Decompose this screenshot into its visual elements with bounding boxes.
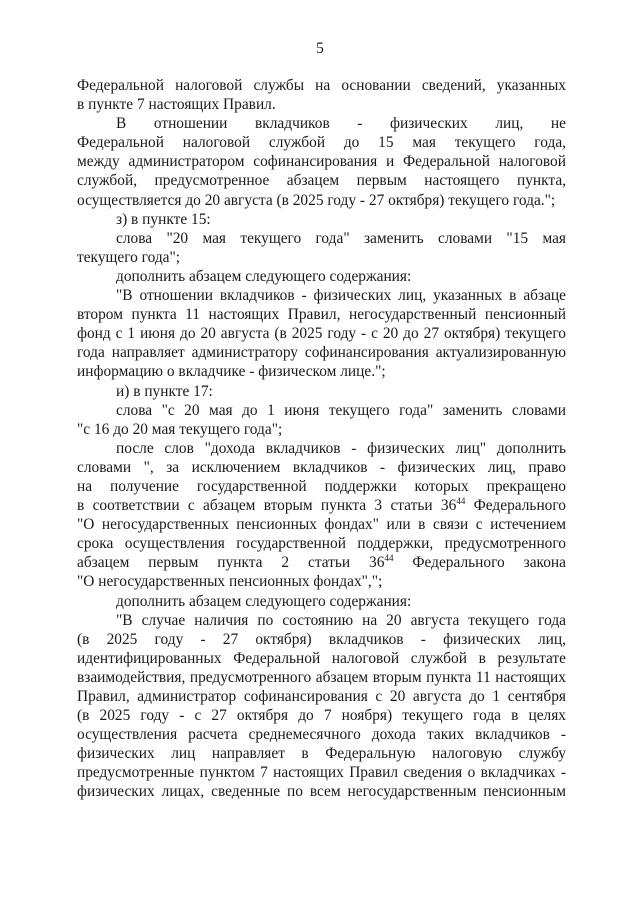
text-line [77,211,566,230]
text-line [77,230,566,249]
text-line-content: года направляет администратору софинансирования актуализированную [77,344,566,362]
text-line-content: информацию о вкладчике - физическом лице."; [77,363,386,381]
text-line-content: В отношении вкладчиков - физических лиц, не [116,115,566,133]
text-line-content: текущего года"; [77,248,181,266]
text-line [77,287,566,306]
text-line-content: взаимодействия, предусмотренного абзацем вторым пункта 11 настоящих [77,668,566,686]
text-line-content: предусмотренные пунктом 7 настоящих Правил сведения о вкладчиках - [77,764,566,782]
text-line [77,726,566,745]
text-line [77,421,566,440]
text-line-content: срока осуществления государственной поддержки, предусмотренного [77,535,566,553]
text-line [77,134,566,153]
text-line [77,783,566,802]
text-line [77,192,566,211]
text-line-content: слова "с 20 мая до 1 июня текущего года" заменить словами [116,401,566,419]
text-line [77,745,566,764]
text-line-content: фонд с 1 июня до 20 августа (в 2025 году - с 20 до 27 октября) текущего [77,325,566,343]
text-line-content: "В случае наличия по состоянию на 20 августа текущего года [116,611,566,629]
text-line-tail: Федерального закона [393,554,566,572]
text-line-content: (в 2025 году - 27 октября) вкладчиков - физических лиц, [77,630,566,648]
page-number: 5 [316,40,324,57]
document-body [77,77,566,803]
text-line-content: службой, предусмотренное абзацем первым настоящего пункта, [77,172,566,190]
text-line [77,478,566,497]
text-line [77,631,566,650]
text-line [77,96,566,115]
text-line-content: (в 2025 году - с 27 октября до 7 ноября) текущего года в целях [77,707,566,725]
text-line-content: Правил, администратор софинансирования с 20 августа до 1 сентября [77,688,566,705]
text-line-tail: Федерального [473,497,566,515]
text-line-content: между администратором софинансирования и Федеральной налоговой [77,153,566,171]
text-line-content: втором пункта 11 настоящих Правил, негосударственный пенсионный [77,306,566,324]
text-line-content: словами ", за исключением вкладчиков - физических лиц, право [77,458,566,476]
text-line-content: и) в пункте 17: [116,382,213,400]
text-line [77,650,566,669]
text-line-content: "В отношении вкладчиков - физических лиц, указанных в абзаце [116,287,566,305]
text-line-content: дополнить абзацем следующего содержания: [116,592,412,610]
text-line [77,440,566,459]
text-line-content: Федеральной налоговой службы на основании сведений, указанных [77,77,566,94]
text-line [77,325,566,344]
text-line [77,573,566,592]
text-line [77,344,566,363]
text-line [77,153,566,172]
text-line [77,383,566,402]
text-line [77,707,566,726]
text-line-content: осуществляется до 20 августа (в 2025 году - 27 октября) текущего года."; [77,191,556,209]
text-line [77,497,566,516]
text-line [77,363,566,382]
text-line [77,77,566,96]
text-line [77,249,566,268]
text-line-content: в пункте 7 настоящих Правил. [77,96,276,114]
text-line-content: "с 16 до 20 мая текущего года"; [77,420,283,438]
text-line [77,612,566,631]
text-line [77,593,566,612]
text-line [77,306,566,325]
text-line [77,268,566,287]
text-line-content: абзацем первым пункта 2 статьи 36 [77,554,385,572]
superscript: 44 [456,497,466,507]
text-line-content: слова "20 мая текущего года" заменить словами "15 мая [116,229,566,247]
text-line-content: после слов "дохода вкладчиков - физических лиц" дополнить [116,439,566,457]
text-line [77,172,566,191]
text-line-content: идентифицированных Федеральной налоговой службой в результате [77,649,566,667]
text-line [77,402,566,421]
text-line-content: "О негосударственных пенсионных фондах","; [77,573,383,591]
superscript: 44 [384,554,394,564]
text-line-content: "О негосударственных пенсионных фондах" или в связи с истечением [77,516,566,534]
text-line-content: физических лицах, сведенные по всем негосударственным пенсионным [77,783,566,801]
text-line-content: дополнить абзацем следующего содержания: [116,267,412,285]
text-line [77,535,566,554]
text-line [77,459,566,478]
text-line-content: з) в пункте 15: [116,210,211,228]
text-line [77,516,566,535]
text-line [77,554,566,573]
text-line [77,764,566,783]
text-line-content: физических лиц направляет в Федеральную налоговую службу [77,745,566,763]
text-line-content: осуществления расчета среднемесячного дохода таких вкладчиков - [77,726,566,744]
text-line [77,688,566,707]
text-line-content: в соответствии с абзацем вторым пункта 3 статьи 36 [77,497,457,515]
text-line-content: Федеральной налоговой службой до 15 мая текущего года, [77,134,566,152]
text-line [77,115,566,134]
text-line [77,669,566,688]
text-line-content: на получение государственной поддержки которых прекращено [77,477,566,495]
